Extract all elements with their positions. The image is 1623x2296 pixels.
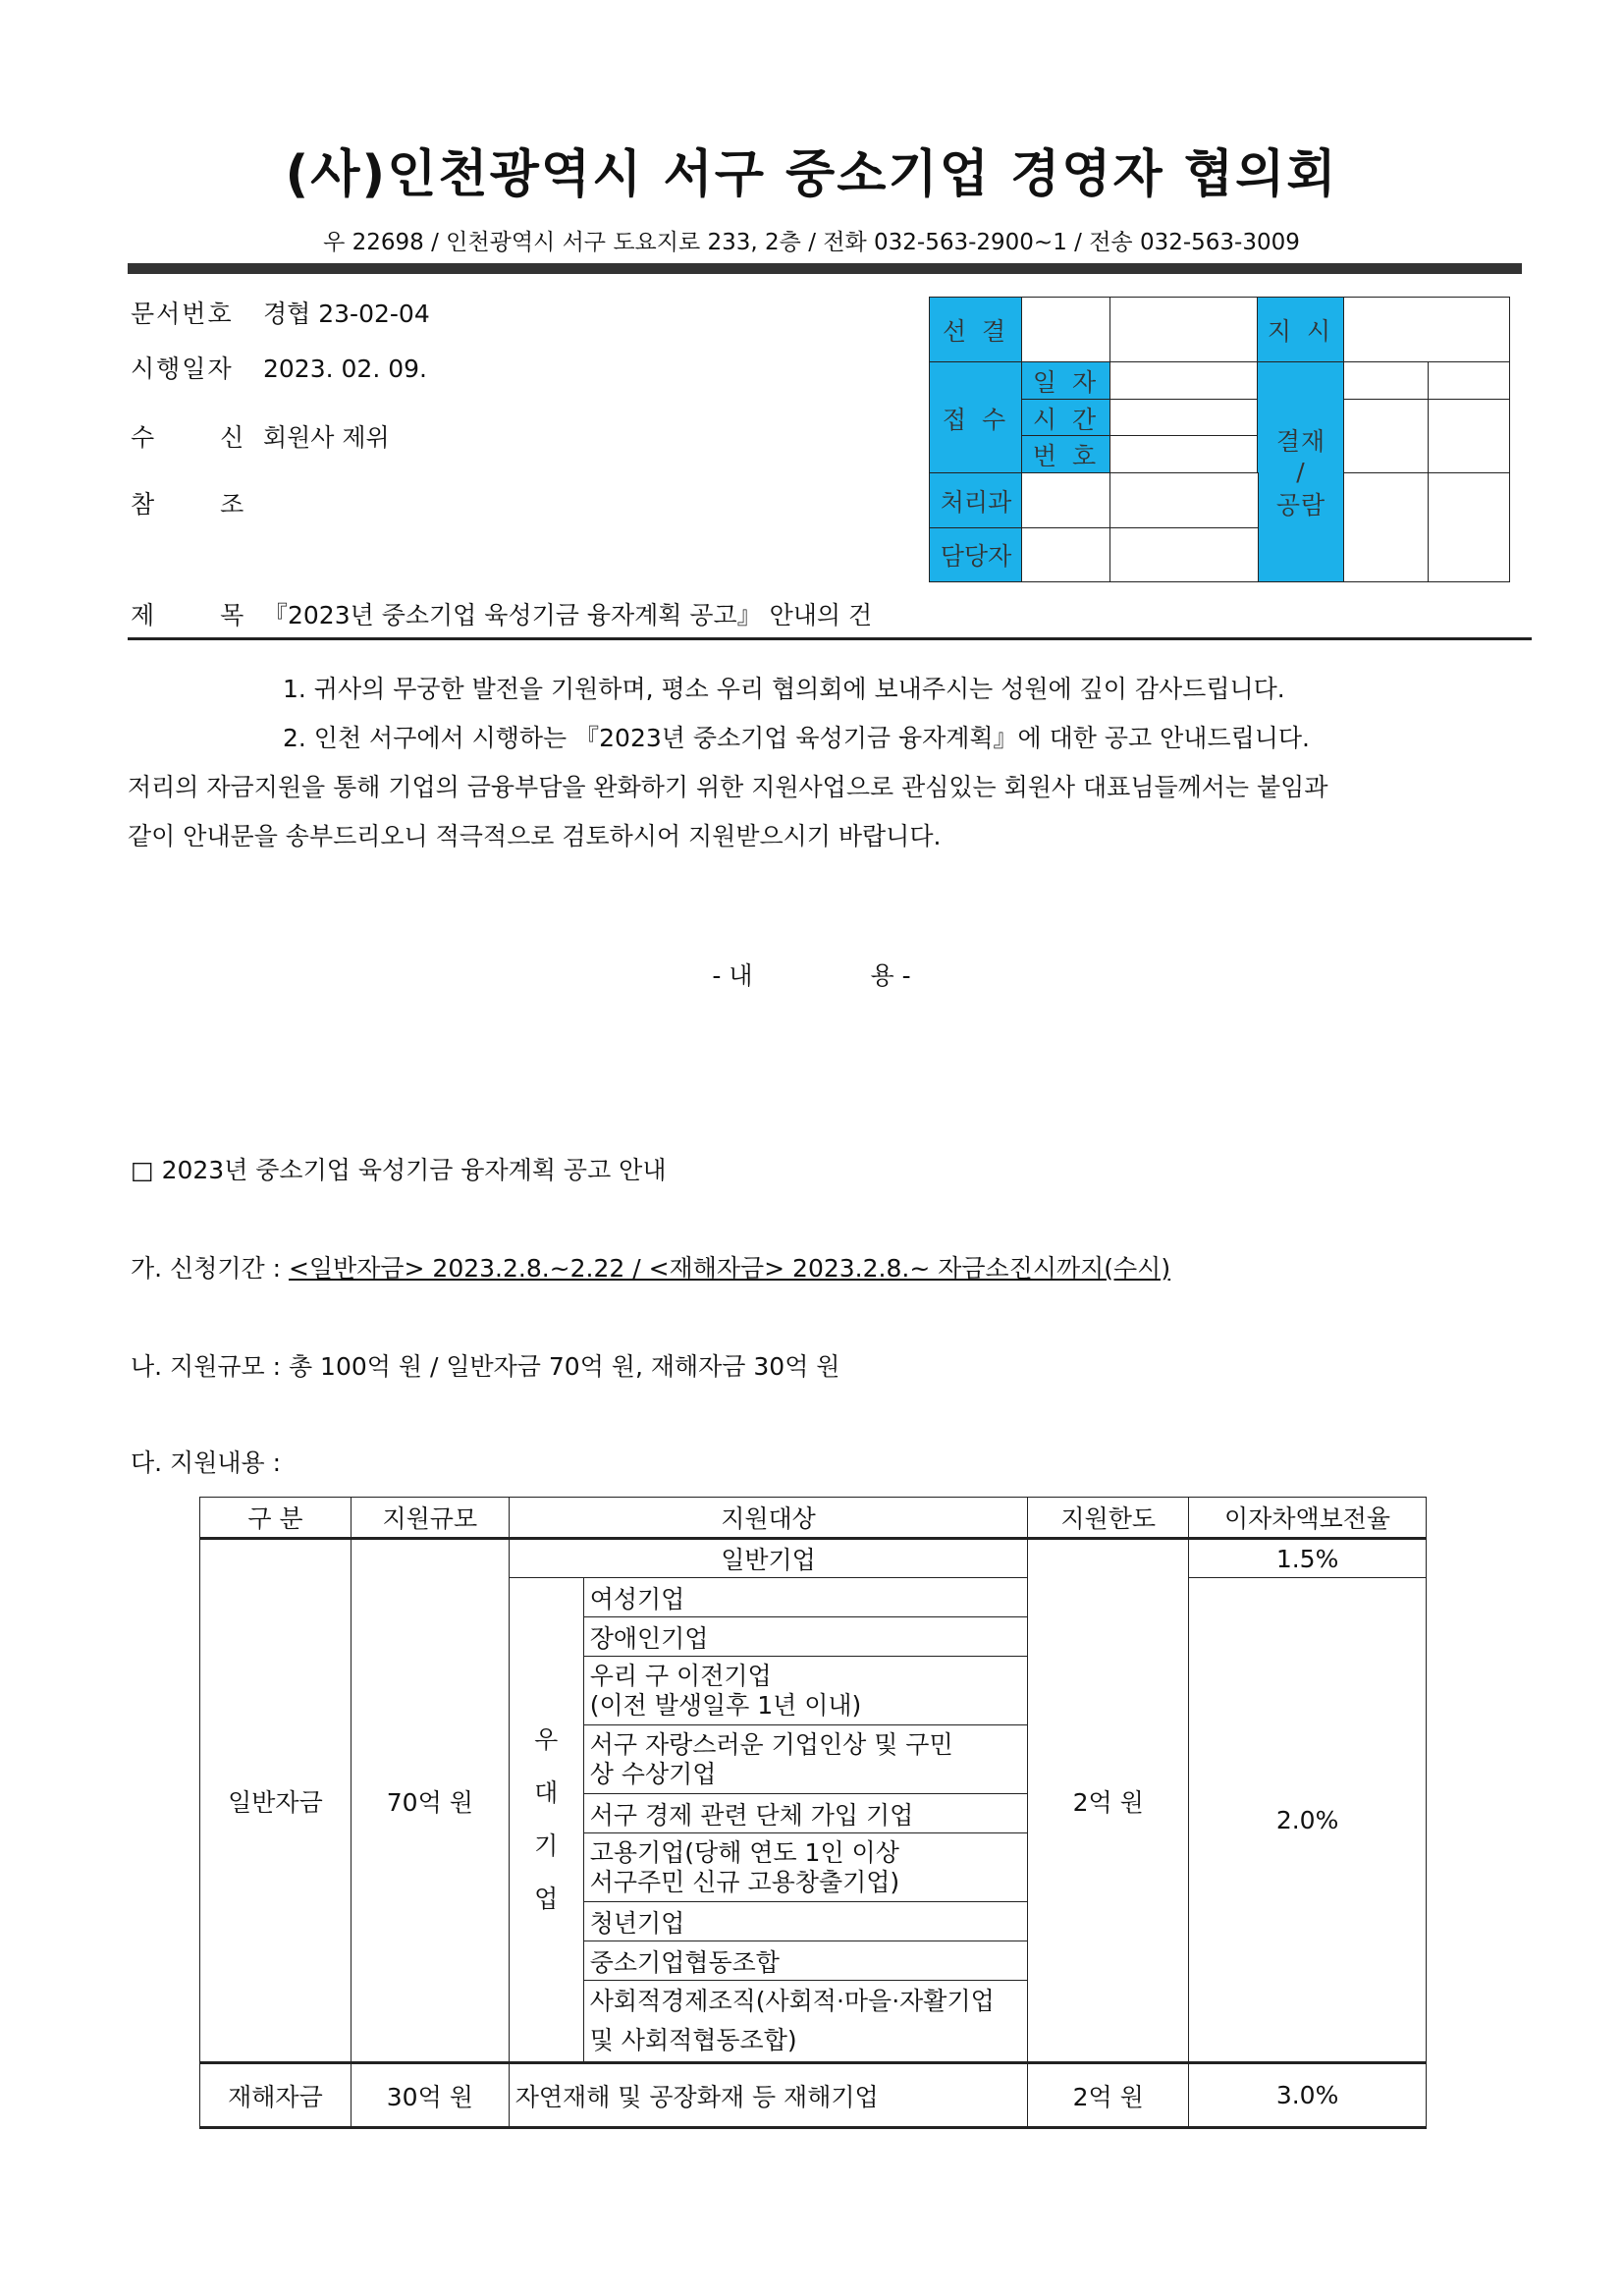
item-support-content: 다. 지원내용 : bbox=[131, 1449, 282, 1477]
approval-time-label: 시 간 bbox=[1021, 399, 1111, 437]
header-category: 구 분 bbox=[200, 1498, 352, 1539]
general-rate: 1.5% bbox=[1189, 1539, 1427, 1578]
priority-item: 고용기업(당해 연도 1인 이상 서구주민 신규 고용창출기업) bbox=[583, 1833, 1028, 1902]
header-limit: 지원한도 bbox=[1028, 1498, 1189, 1539]
table-row bbox=[200, 1539, 1427, 1578]
header-scale: 지원규모 bbox=[351, 1498, 509, 1539]
date-row bbox=[131, 350, 427, 385]
doc-number-label: 문서번호 bbox=[131, 300, 234, 328]
approval-cell bbox=[1021, 472, 1111, 529]
disaster-rate: 3.0% bbox=[1189, 2063, 1427, 2128]
priority-item: 중소기업협동조합 bbox=[583, 1941, 1028, 1981]
disaster-category: 재해자금 bbox=[200, 2063, 352, 2128]
approval-cell bbox=[1109, 435, 1259, 474]
item-a-value: <일반자금> 2023.2.8.~2.22 / <재해자금> 2023.2.8.~ 자금소진시까지(수시) bbox=[288, 1254, 1171, 1283]
paragraph-1: 1. 귀사의 무궁한 발전을 기원하며, 평소 우리 협의회에 보내주시는 성원에 깊이 감사드립니다. bbox=[283, 675, 1285, 703]
subject-value: 『2023년 중소기업 육성기금 융자계획 공고』 안내의 건 bbox=[263, 601, 873, 629]
approval-cell bbox=[1021, 527, 1111, 582]
general-limit: 2억 원 bbox=[1028, 1539, 1189, 2063]
approval-cell bbox=[1109, 472, 1259, 529]
priority-item: 사회적경제조직(사회적·마을·자활기업 및 사회적협동조합) bbox=[583, 1981, 1028, 2063]
recipient-value: 회원사 제위 bbox=[263, 423, 390, 452]
approval-cell bbox=[1343, 399, 1430, 474]
approval-cell bbox=[1428, 399, 1510, 474]
date-label: 시행일자 bbox=[131, 355, 234, 383]
paragraph-2-line-1: 2. 인천 서구에서 시행하는 『2023년 중소기업 육성기금 융자계획』에 대한 공고 안내드립니다. bbox=[283, 724, 1310, 752]
approval-cheorigwa-label: 처리과 bbox=[929, 472, 1023, 529]
approval-cell bbox=[1343, 361, 1430, 401]
approval-cell bbox=[1109, 527, 1259, 582]
priority-item: 청년기업 bbox=[583, 1902, 1028, 1941]
item-a-label: 가. 신청기간 : bbox=[131, 1254, 289, 1283]
approval-cell bbox=[1021, 297, 1111, 363]
priority-char: 대 bbox=[534, 1778, 559, 1807]
approval-gongram-text: 공람 bbox=[1275, 491, 1326, 519]
priority-char: 우 bbox=[534, 1725, 559, 1754]
approval-cell bbox=[1343, 297, 1510, 363]
approval-cell bbox=[1109, 297, 1259, 363]
approval-date-label: 일 자 bbox=[1021, 361, 1111, 401]
priority-item: 우리 구 이전기업 (이전 발생일후 1년 이내) bbox=[583, 1657, 1028, 1725]
subject-divider bbox=[128, 637, 1532, 640]
reference-row bbox=[131, 485, 263, 520]
paragraph-2-line-3: 같이 안내문을 송부드리오니 적극적으로 검토하시어 지원받으시기 바랍니다. bbox=[128, 822, 942, 850]
approval-gyeoljae-text: 결재 bbox=[1275, 427, 1326, 456]
body-paragraphs bbox=[128, 665, 1502, 861]
subject-row bbox=[131, 596, 872, 631]
general-scale: 70억 원 bbox=[351, 1539, 509, 2063]
priority-label bbox=[509, 1578, 583, 2063]
paragraph-2-line-2: 저리의 자금지원을 통해 기업의 금융부담을 완화하기 위한 지원사업으로 관심있는 회원사 대표님들께서는 붙임과 bbox=[128, 773, 1328, 801]
approval-cell bbox=[1109, 399, 1259, 437]
date-value: 2023. 02. 09. bbox=[263, 355, 427, 383]
approval-jisi-label: 지 시 bbox=[1257, 297, 1345, 363]
priority-item: 여성기업 bbox=[583, 1578, 1028, 1617]
reference-label: 참 조 bbox=[131, 490, 246, 519]
content-heading bbox=[0, 957, 1623, 992]
recipient-row bbox=[131, 418, 390, 454]
general-company: 일반기업 bbox=[509, 1539, 1028, 1578]
content-heading-left: - 내 bbox=[712, 961, 753, 990]
support-table bbox=[199, 1497, 1427, 2129]
header-rate: 이자차액보전율 bbox=[1189, 1498, 1427, 1539]
approval-cell bbox=[1109, 361, 1259, 401]
header-target: 지원대상 bbox=[509, 1498, 1028, 1539]
approval-gyeoljae-label bbox=[1257, 361, 1345, 582]
table-row bbox=[200, 2063, 1427, 2128]
priority-char: 기 bbox=[534, 1831, 559, 1860]
priority-item: 서구 경제 관련 단체 가입 기업 bbox=[583, 1794, 1028, 1833]
approval-cell bbox=[1428, 472, 1510, 582]
approval-box bbox=[929, 297, 1510, 582]
recipient-label: 수 신 bbox=[131, 423, 246, 452]
general-category: 일반자금 bbox=[200, 1539, 352, 2063]
item-support-scale: 나. 지원규모 : 총 100억 원 / 일반자금 70억 원, 재해자금 30억 원 bbox=[131, 1352, 840, 1381]
priority-item: 장애인기업 bbox=[583, 1617, 1028, 1657]
address-line: 우 22698 / 인천광역시 서구 도요지로 233, 2층 / 전화 032-563-2900~1 / 전송 032-563-3009 bbox=[323, 230, 1300, 255]
table-header-row bbox=[200, 1498, 1427, 1539]
priority-rate: 2.0% bbox=[1189, 1578, 1427, 2063]
section-title: □ 2023년 중소기업 육성기금 융자계획 공고 안내 bbox=[131, 1156, 667, 1184]
subject-label: 제 목 bbox=[131, 601, 246, 629]
org-title: (사)인천광역시 서구 중소기업 경영자 협의회 bbox=[285, 145, 1338, 204]
disaster-scale: 30억 원 bbox=[351, 2063, 509, 2128]
approval-cell bbox=[1343, 472, 1430, 582]
item-application-period bbox=[131, 1249, 1170, 1285]
disaster-target: 자연재해 및 공장화재 등 재해기업 bbox=[509, 2063, 1028, 2128]
approval-seongyeol-label: 선 결 bbox=[929, 297, 1023, 363]
content-heading-right: 용 - bbox=[870, 961, 911, 990]
disaster-limit: 2억 원 bbox=[1028, 2063, 1189, 2128]
priority-item: 서구 자랑스러운 기업인상 및 구민 상 수상기업 bbox=[583, 1725, 1028, 1794]
approval-slash-text: / bbox=[1296, 458, 1306, 486]
approval-cell bbox=[1428, 361, 1510, 401]
doc-number-row bbox=[131, 295, 430, 330]
header-divider bbox=[128, 263, 1522, 274]
priority-char: 업 bbox=[534, 1885, 559, 1913]
approval-jeopsu-label: 접 수 bbox=[929, 361, 1023, 474]
approval-damdangja-label: 담당자 bbox=[929, 527, 1023, 582]
approval-number-label: 번 호 bbox=[1021, 435, 1111, 474]
doc-number-value: 경협 23-02-04 bbox=[263, 300, 430, 328]
